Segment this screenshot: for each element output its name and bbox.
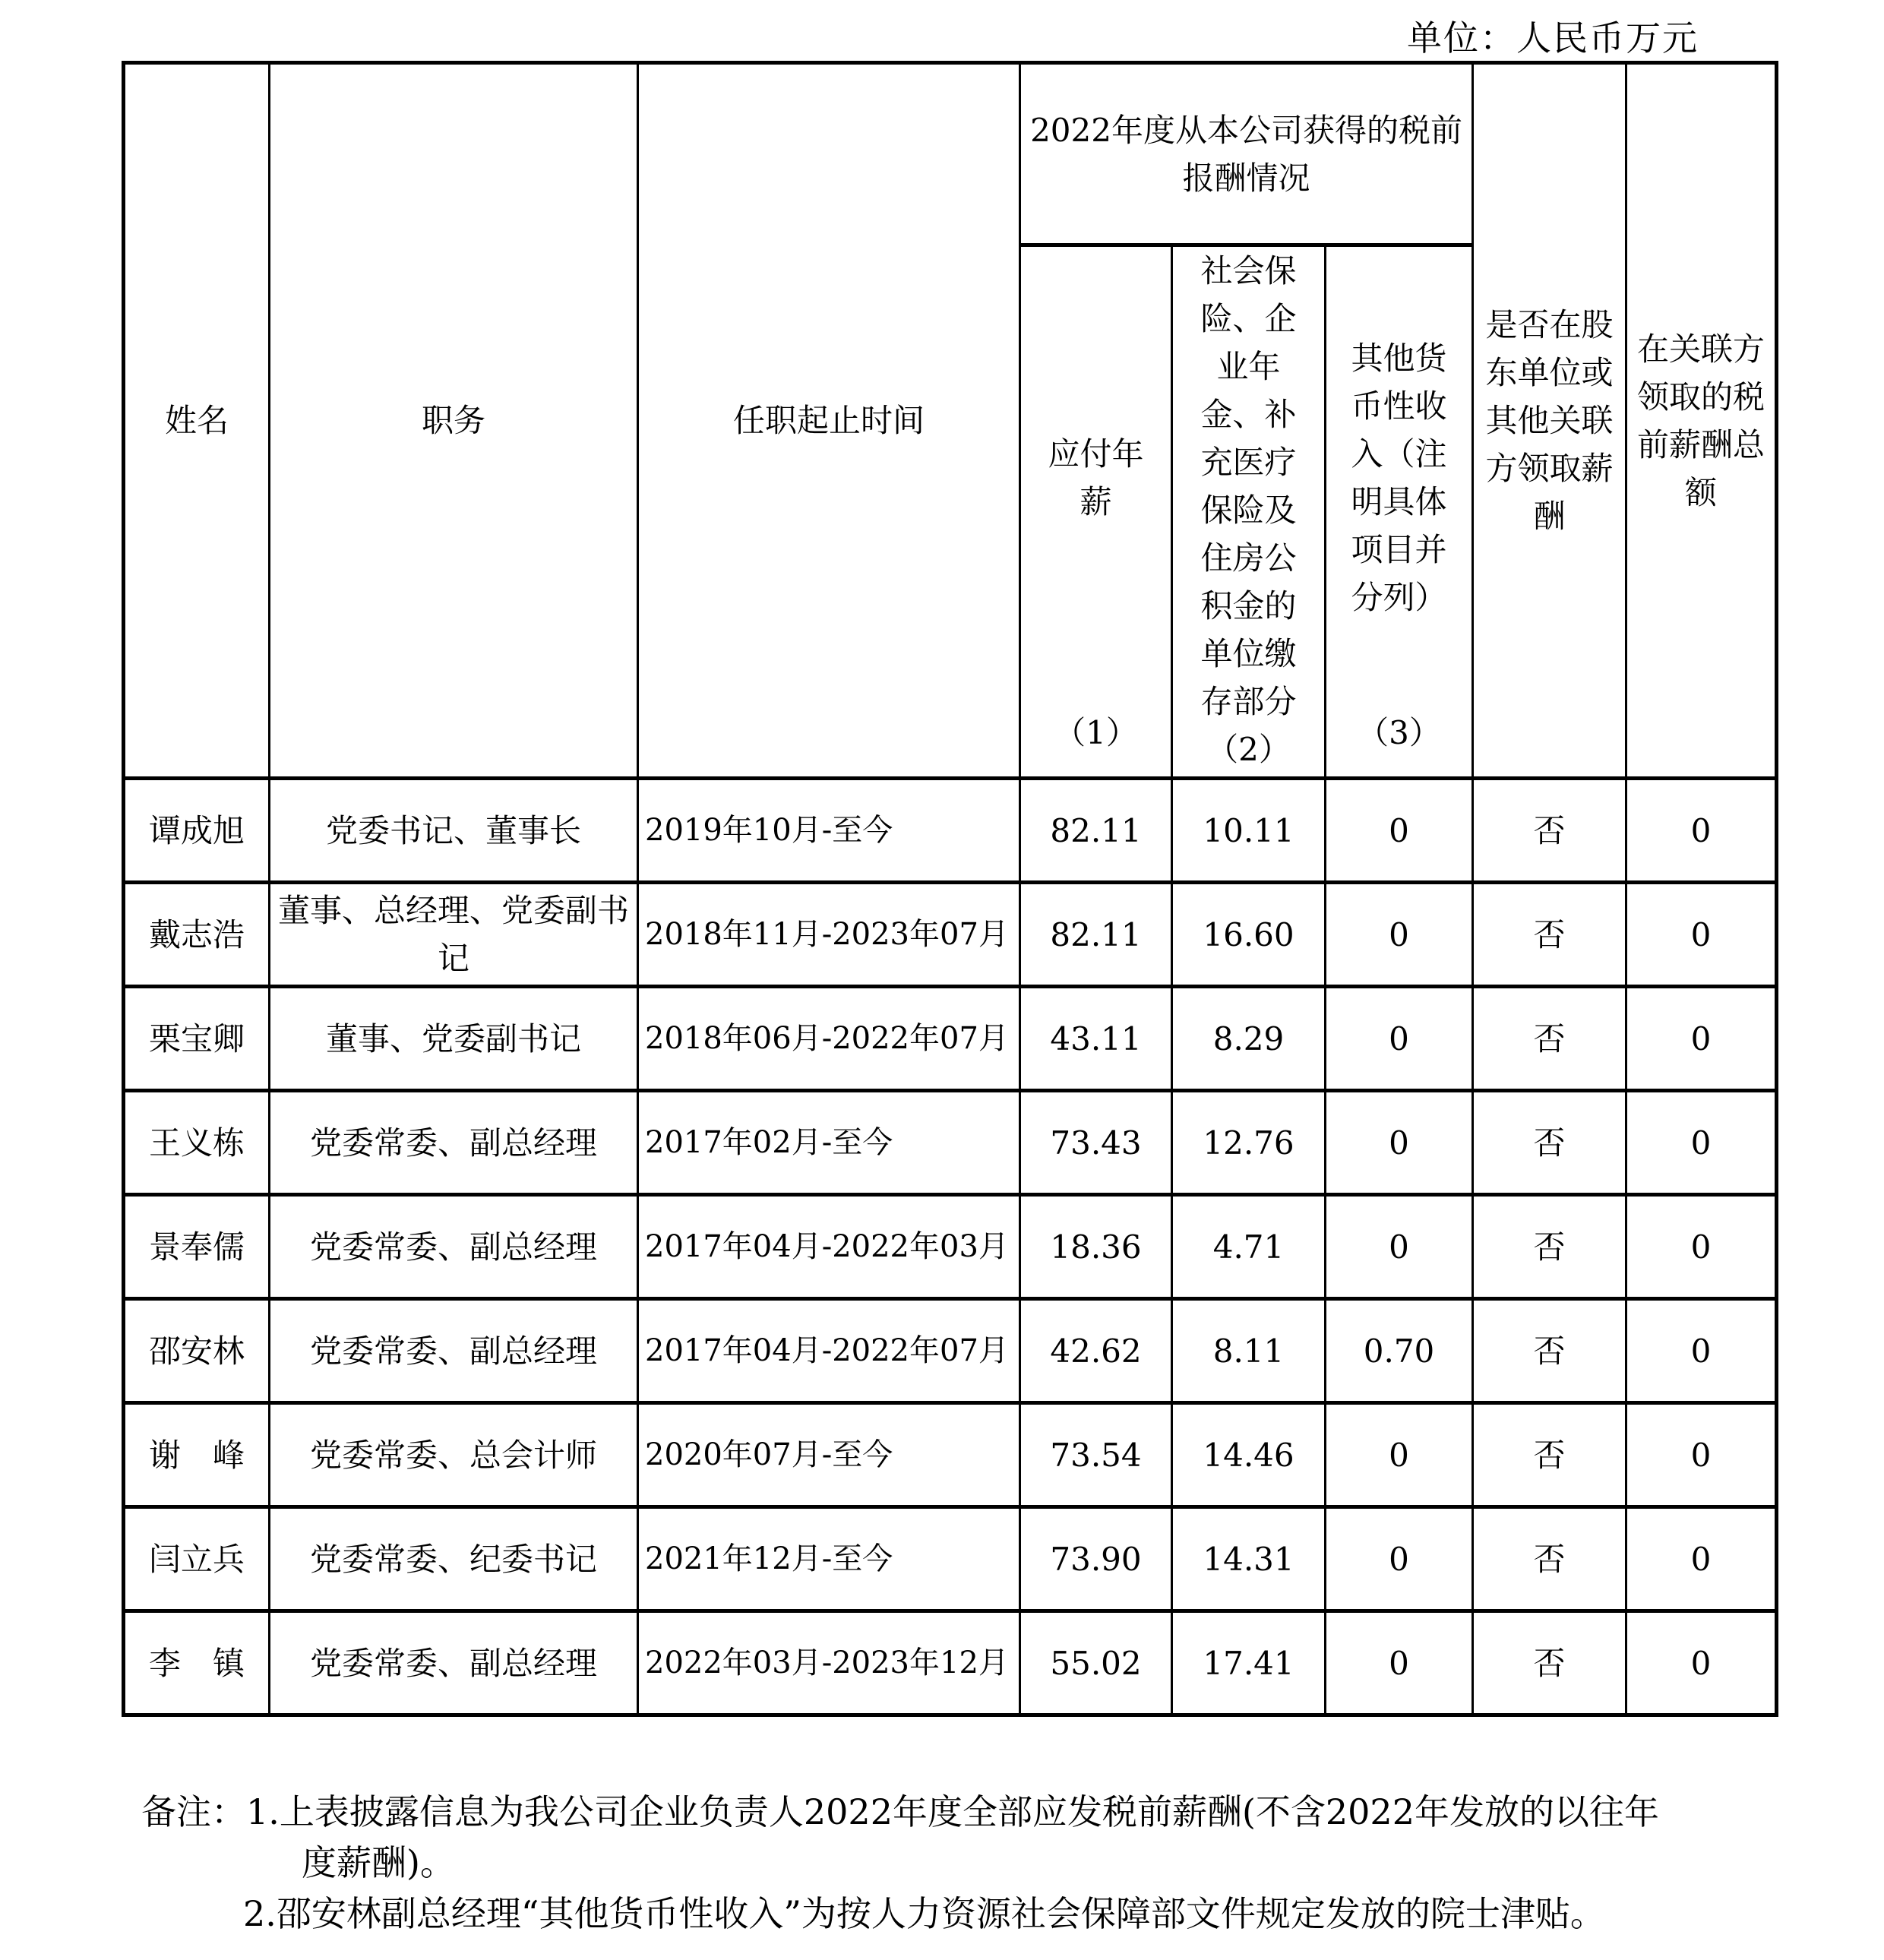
cell-position: 党委常委、副总经理 — [270, 1299, 638, 1403]
cell-name: 戴志浩 — [124, 883, 270, 987]
cell-related-party: 否 — [1473, 987, 1626, 1091]
cell-other-income: 0 — [1326, 1611, 1473, 1715]
cell-related-total: 0 — [1626, 883, 1777, 987]
cell-salary: 43.11 — [1020, 987, 1172, 1091]
cell-insurance: 16.60 — [1172, 883, 1326, 987]
header-related-party: 是否在股东单位或其他关联方领取薪酬 — [1473, 63, 1626, 779]
cell-name: 谭成旭 — [124, 779, 270, 883]
cell-related-total: 0 — [1626, 987, 1777, 1091]
footnotes — [141, 1787, 1843, 1939]
cell-name: 栗宝卿 — [124, 987, 270, 1091]
table-row — [124, 883, 1777, 987]
header-name: 姓名 — [124, 63, 270, 779]
cell-insurance: 14.31 — [1172, 1507, 1326, 1611]
table-row — [124, 1403, 1777, 1507]
cell-salary: 82.11 — [1020, 779, 1172, 883]
cell-name: 景奉儒 — [124, 1195, 270, 1299]
cell-term: 2019年10月-至今 — [638, 779, 1020, 883]
cell-related-party: 否 — [1473, 1403, 1626, 1507]
cell-term: 2021年12月-至今 — [638, 1507, 1020, 1611]
header-other-income — [1326, 245, 1473, 779]
cell-other-income: 0 — [1326, 1507, 1473, 1611]
header-salary-label: 应付年薪 — [1048, 435, 1144, 520]
cell-insurance: 8.11 — [1172, 1299, 1326, 1403]
cell-salary: 82.11 — [1020, 883, 1172, 987]
cell-related-party: 否 — [1473, 1507, 1626, 1611]
cell-salary: 55.02 — [1020, 1611, 1172, 1715]
cell-name: 谢 峰 — [124, 1403, 270, 1507]
cell-term: 2017年02月-至今 — [638, 1091, 1020, 1195]
cell-name: 王义栋 — [124, 1091, 270, 1195]
cell-insurance: 14.46 — [1172, 1403, 1326, 1507]
cell-name: 邵安林 — [124, 1299, 270, 1403]
table-row — [124, 1611, 1777, 1715]
cell-salary: 18.36 — [1020, 1195, 1172, 1299]
cell-related-party: 否 — [1473, 1611, 1626, 1715]
cell-related-party: 否 — [1473, 779, 1626, 883]
cell-salary: 42.62 — [1020, 1299, 1172, 1403]
cell-position: 党委常委、副总经理 — [270, 1195, 638, 1299]
cell-position: 党委常委、副总经理 — [270, 1091, 638, 1195]
cell-related-total: 0 — [1626, 1195, 1777, 1299]
cell-related-total: 0 — [1626, 1611, 1777, 1715]
cell-insurance: 10.11 — [1172, 779, 1326, 883]
table-row — [124, 1299, 1777, 1403]
cell-position: 党委书记、董事长 — [270, 779, 638, 883]
header-insurance-index: （2） — [1206, 731, 1291, 768]
cell-related-party: 否 — [1473, 883, 1626, 987]
cell-other-income: 0.70 — [1326, 1299, 1473, 1403]
cell-other-income: 0 — [1326, 987, 1473, 1091]
compensation-table — [122, 61, 1778, 1717]
cell-other-income: 0 — [1326, 1403, 1473, 1507]
header-salary-index: （1） — [1054, 714, 1138, 751]
footnote-line: 备注：1.上表披露信息为我公司企业负责人2022年度全部应发税前薪酬(不含2022年发放的以往年 — [141, 1791, 1659, 1832]
cell-related-party: 否 — [1473, 1299, 1626, 1403]
table-row — [124, 779, 1777, 883]
cell-position: 董事、党委副书记 — [270, 987, 638, 1091]
cell-related-party: 否 — [1473, 1091, 1626, 1195]
table-row — [124, 987, 1777, 1091]
cell-term: 2020年07月-至今 — [638, 1403, 1020, 1507]
cell-insurance: 8.29 — [1172, 987, 1326, 1091]
cell-salary: 73.43 — [1020, 1091, 1172, 1195]
header-other-income-label: 其他货币性收入（注明具体项目并分列） — [1351, 340, 1447, 616]
cell-name: 李 镇 — [124, 1611, 270, 1715]
footnote-line: 度薪酬)。 — [302, 1842, 455, 1883]
cell-insurance: 17.41 — [1172, 1611, 1326, 1715]
cell-related-total: 0 — [1626, 1403, 1777, 1507]
unit-label: 单位：人民币万元 — [1407, 17, 1699, 58]
footnote-line: 2.邵安林副总经理“其他货币性收入”为按人力资源社会保障部文件规定发放的院士津贴。 — [243, 1893, 1605, 1934]
table-row — [124, 1091, 1777, 1195]
cell-related-total: 0 — [1626, 1091, 1777, 1195]
cell-salary: 73.54 — [1020, 1403, 1172, 1507]
cell-position: 党委常委、副总经理 — [270, 1611, 638, 1715]
header-term: 任职起止时间 — [638, 63, 1020, 779]
cell-term: 2022年03月-2023年12月 — [638, 1611, 1020, 1715]
cell-term: 2017年04月-2022年07月 — [638, 1299, 1020, 1403]
header-comp-group: 2022年度从本公司获得的税前报酬情况 — [1020, 63, 1473, 245]
cell-position: 董事、总经理、党委副书记 — [270, 883, 638, 987]
cell-position: 党委常委、总会计师 — [270, 1403, 638, 1507]
cell-salary: 73.90 — [1020, 1507, 1172, 1611]
header-salary — [1020, 245, 1172, 779]
cell-insurance: 4.71 — [1172, 1195, 1326, 1299]
cell-other-income: 0 — [1326, 779, 1473, 883]
cell-related-total: 0 — [1626, 779, 1777, 883]
header-related-total: 在关联方领取的税前薪酬总额 — [1626, 63, 1777, 779]
cell-related-total: 0 — [1626, 1299, 1777, 1403]
cell-other-income: 0 — [1326, 883, 1473, 987]
cell-term: 2017年04月-2022年03月 — [638, 1195, 1020, 1299]
header-insurance — [1172, 245, 1326, 779]
header-insurance-label: 社会保险、企业年金、补充医疗保险及住房公积金的单位缴存部分 — [1200, 252, 1297, 720]
table-row — [124, 1195, 1777, 1299]
header-row-top — [124, 63, 1777, 245]
cell-related-total: 0 — [1626, 1507, 1777, 1611]
cell-position: 党委常委、纪委书记 — [270, 1507, 638, 1611]
cell-insurance: 12.76 — [1172, 1091, 1326, 1195]
header-position: 职务 — [270, 63, 638, 779]
cell-term: 2018年06月-2022年07月 — [638, 987, 1020, 1091]
cell-other-income: 0 — [1326, 1195, 1473, 1299]
table-row — [124, 1507, 1777, 1611]
cell-term: 2018年11月-2023年07月 — [638, 883, 1020, 987]
cell-other-income: 0 — [1326, 1091, 1473, 1195]
header-other-income-index: （3） — [1357, 714, 1441, 751]
cell-name: 闫立兵 — [124, 1507, 270, 1611]
cell-related-party: 否 — [1473, 1195, 1626, 1299]
